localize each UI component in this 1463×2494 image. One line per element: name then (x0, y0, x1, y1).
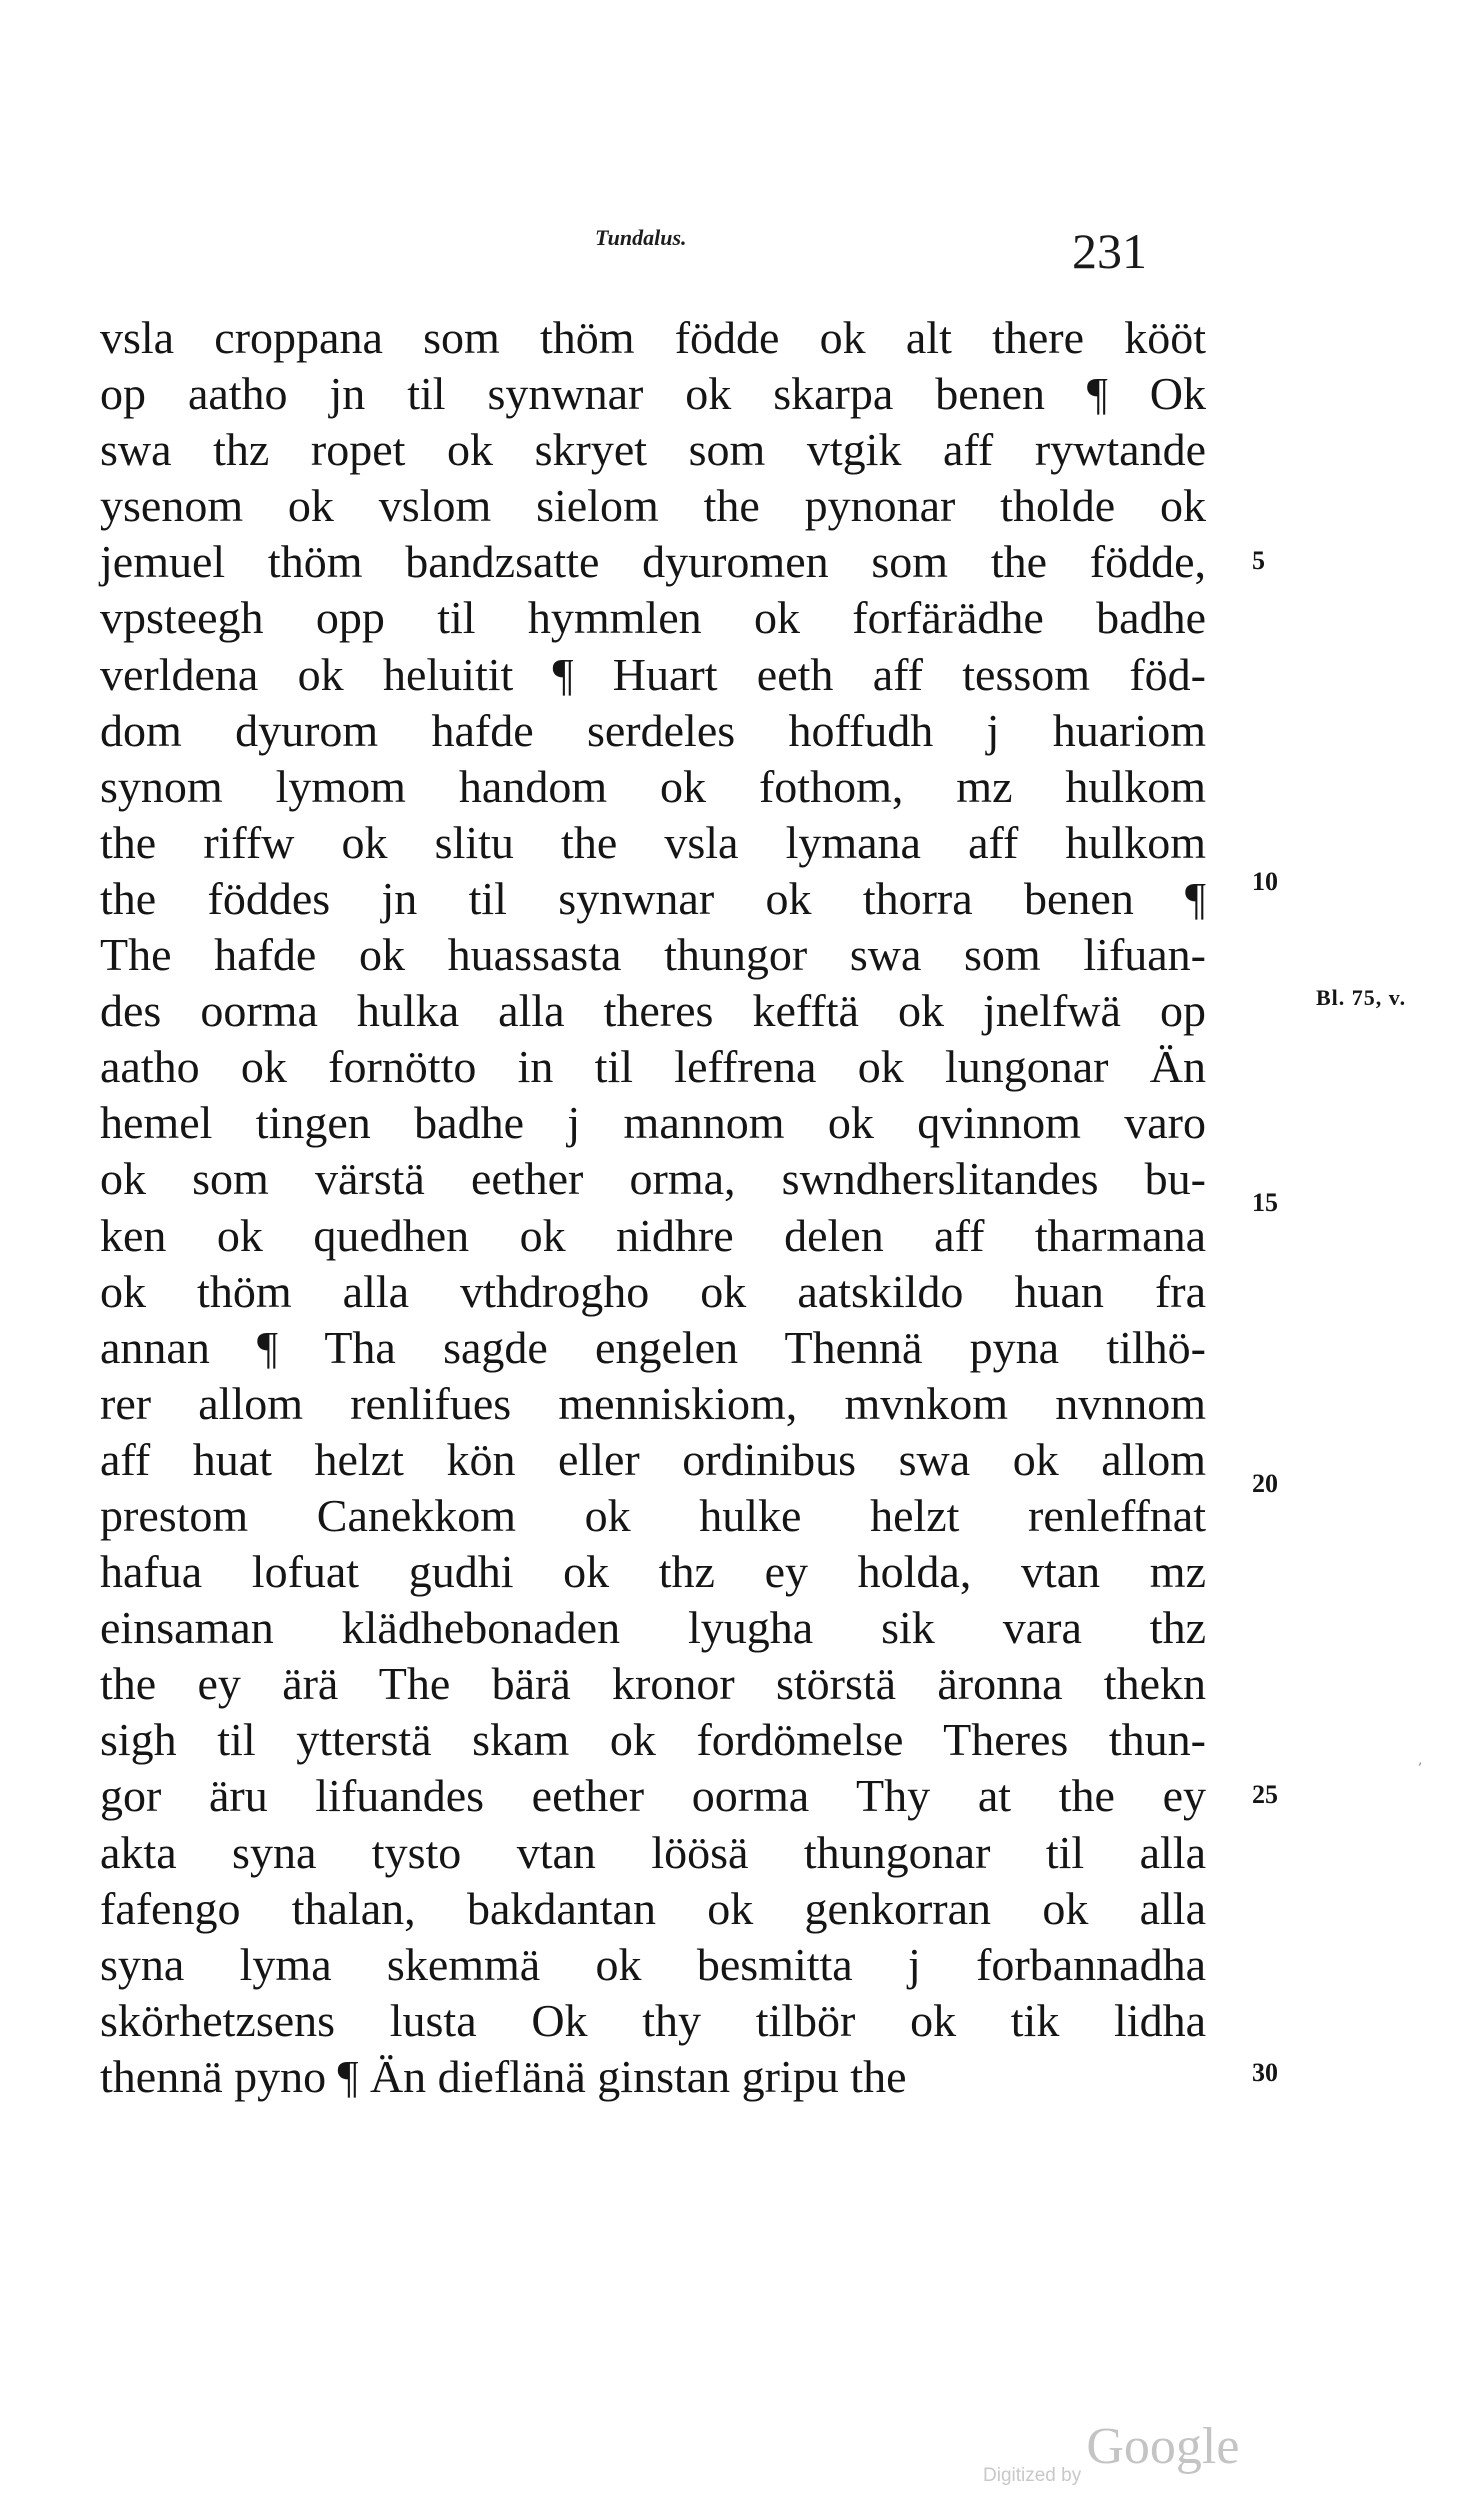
text-line: dom dyurom hafde serdeles hoffudh j huariom (100, 704, 1206, 756)
page-number: 231 (1072, 223, 1147, 279)
line-number-15: 15 (1252, 1188, 1278, 1217)
line-number-20: 20 (1252, 1469, 1278, 1498)
google-logo: Google (1086, 2418, 1240, 2475)
text-line: aatho ok fornötto in til leffrena ok lungonar Än (100, 1041, 1206, 1093)
text-line: ok som värstä eether orma, swndherslitandes bu- (100, 1153, 1206, 1205)
text-line: annan ¶ Tha sagde engelen Thennä pyna tilhö- (100, 1321, 1206, 1373)
text-line: prestom Canekkom ok hulke helzt renleffnat (100, 1489, 1206, 1541)
digitized-watermark (983, 2418, 1240, 2494)
text-line: synom lymom handom ok fothom, mz hulkom (100, 760, 1206, 812)
text-line: the föddes jn til synwnar ok thorra benen ¶ (100, 872, 1206, 924)
text-line: fafengo thalan, bakdantan ok genkorran ok alla (100, 1882, 1206, 1934)
text-line: syna lyma skemmä ok besmitta j forbannadha (100, 1938, 1206, 1990)
text-line: des oorma hulka alla theres kefftä ok jnelfwä op (100, 985, 1206, 1037)
line-number-10: 10 (1252, 867, 1278, 896)
text-line: vsla croppana som thöm födde ok alt there kööt (100, 312, 1206, 363)
text-line: akta syna tysto vtan löösä thungonar til alla (100, 1826, 1206, 1878)
margin-folio-note: Bl. 75, v. (1316, 985, 1407, 1010)
running-title: Tundalus. (595, 225, 687, 250)
text-line: sigh til ytterstä skam ok fordömelse Theres thun- (100, 1714, 1206, 1766)
text-line: the ey ärä The bärä kronor störstä äronna thekn (100, 1658, 1206, 1710)
line-number-30: 30 (1252, 2058, 1278, 2087)
text-line: ok thöm alla vthdrogho ok aatskildo huan fra (100, 1265, 1206, 1317)
text-line: the riffw ok slitu the vsla lymana aff hulkom (100, 816, 1206, 868)
text-line: ken ok quedhen ok nidhre delen aff tharmana (100, 1209, 1206, 1261)
text-line: verldena ok heluitit ¶ Huart eeth aff tessom föd- (100, 648, 1206, 700)
text-line: ysenom ok vslom sielom the pynonar tholde ok (100, 480, 1206, 532)
text-line: swa thz ropet ok skryet som vtgik aff rywtande (100, 424, 1206, 476)
text-line: hemel tingen badhe j mannom ok qvinnom varo (100, 1097, 1206, 1149)
watermark-prefix: Digitized by (983, 2465, 1082, 2486)
stray-mark: , (1418, 1752, 1423, 1768)
text-line: thennä pyno ¶ Än dieflänä ginstan gripu the (100, 2050, 907, 2102)
text-line: jemuel thöm bandzsatte dyuromen som the födde, (100, 536, 1206, 588)
body-text (100, 310, 1206, 2105)
line-number-25: 25 (1252, 1780, 1278, 1809)
text-line: rer allom renlifues menniskiom, mvnkom nvnnom (100, 1377, 1206, 1429)
text-line: skörhetzsens lusta Ok thy tilbör ok tik lidha (100, 1994, 1206, 2046)
text-line: gor äru lifuandes eether oorma Thy at the ey (100, 1770, 1206, 1822)
text-line: vpsteegh opp til hymmlen ok forfärädhe badhe (100, 592, 1206, 644)
text-line: hafua lofuat gudhi ok thz ey holda, vtan mz (100, 1546, 1206, 1598)
line-number-5: 5 (1252, 546, 1265, 575)
text-line: aff huat helzt kön eller ordinibus swa ok allom (100, 1433, 1206, 1485)
text-line: The hafde ok huassasta thungor swa som lifuan- (100, 929, 1206, 981)
text-line: op aatho jn til synwnar ok skarpa benen ¶ Ok (100, 368, 1206, 420)
text-line: einsaman klädhebonaden lyugha sik vara thz (100, 1602, 1206, 1654)
